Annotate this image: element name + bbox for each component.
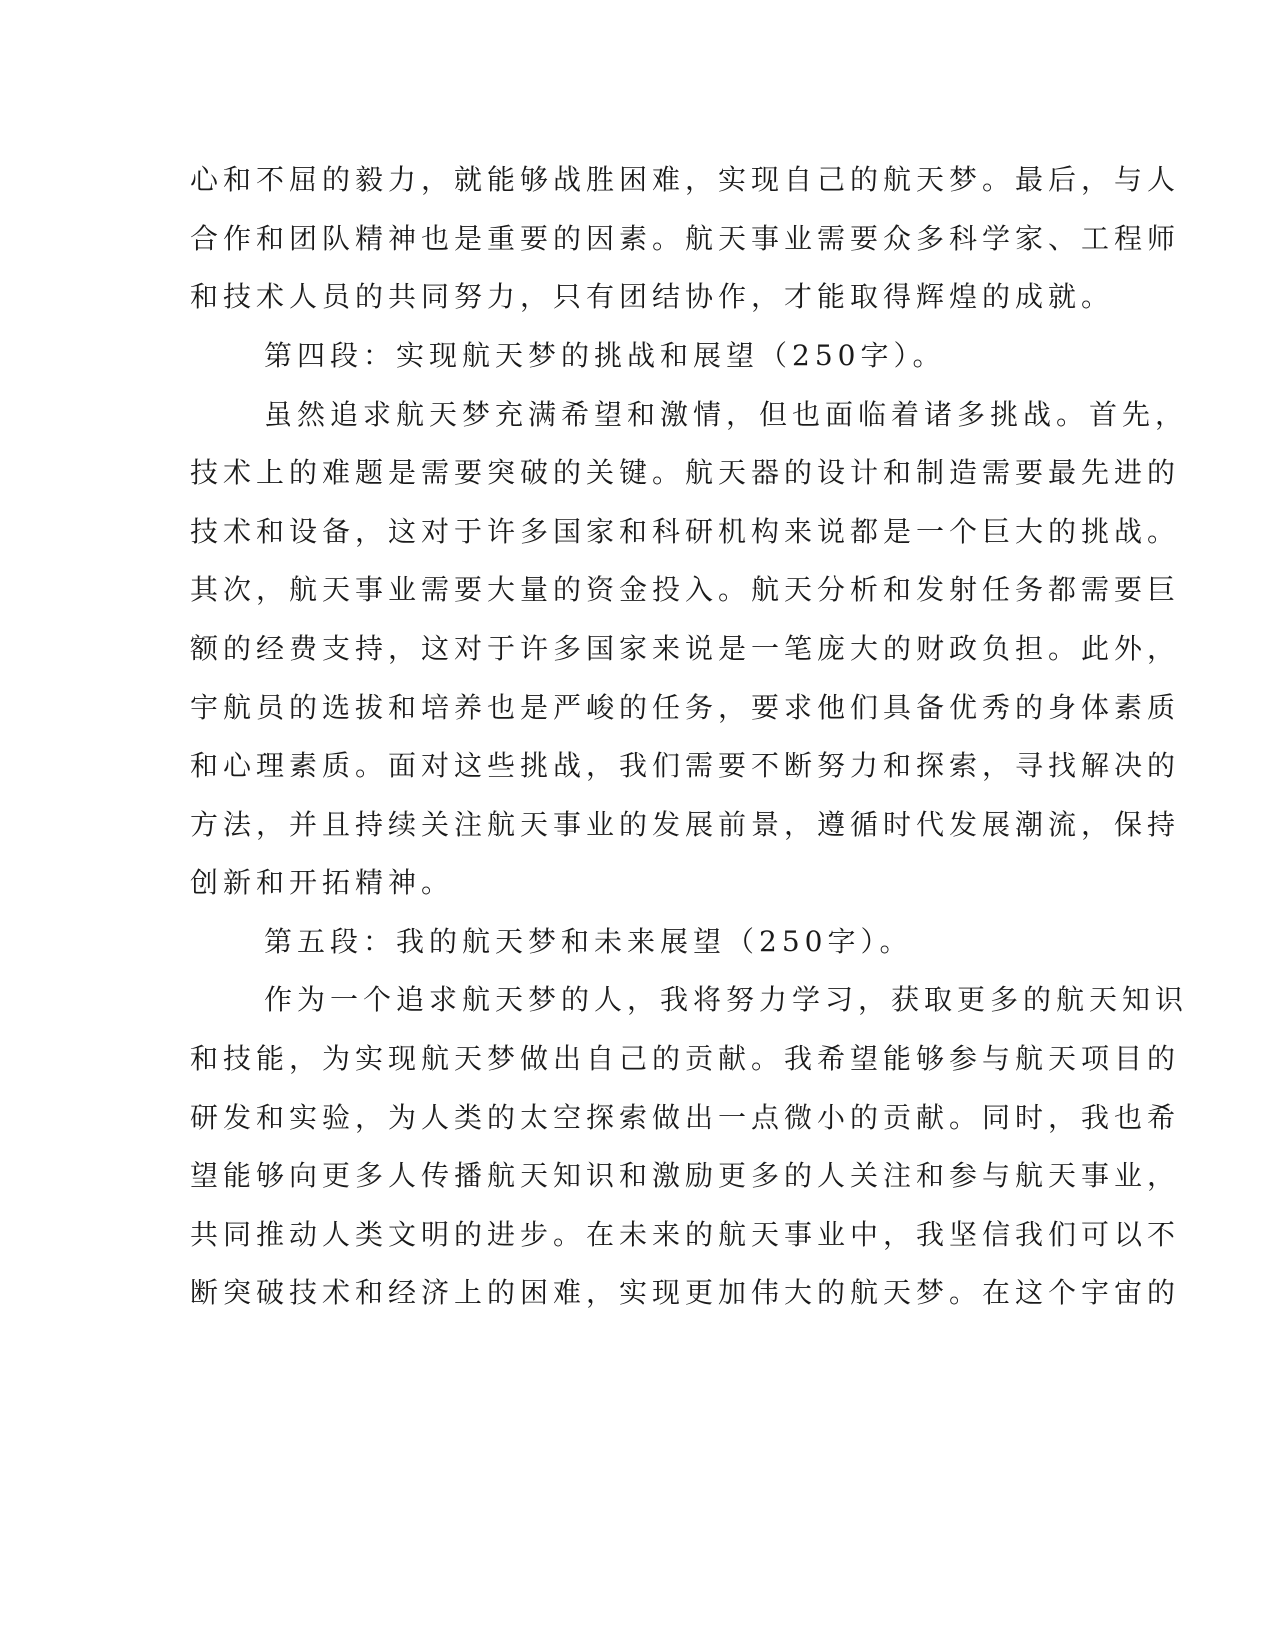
text-line: 心和不屈的毅力，就能够战胜困难，实现自己的航天梦。最后，与人 bbox=[190, 163, 1181, 196]
text-line: 方法，并且持续关注航天事业的发展前景，遵循时代发展潮流，保持 bbox=[190, 808, 1181, 841]
text-line: 额的经费支持，这对于许多国家来说是一笔庞大的财政负担。此外， bbox=[190, 632, 1181, 665]
text-line: 研发和实验，为人类的太空探索做出一点微小的贡献。同时，我也希 bbox=[190, 1101, 1181, 1134]
text-line: 虽然追求航天梦充满希望和激情，但也面临着诸多挑战。首先， bbox=[264, 398, 1189, 431]
text-line: 技术上的难题是需要突破的关键。航天器的设计和制造需要最先进的 bbox=[190, 456, 1181, 489]
text-line: 技术和设备，这对于许多国家和科研机构来说都是一个巨大的挑战。 bbox=[190, 515, 1181, 548]
text-line: 和技能，为实现航天梦做出自己的贡献。我希望能够参与航天项目的 bbox=[190, 1042, 1181, 1075]
text-line: 和心理素质。面对这些挑战，我们需要不断努力和探索，寻找解决的 bbox=[190, 749, 1181, 782]
text-line: 作为一个追求航天梦的人，我将努力学习，获取更多的航天知识 bbox=[264, 983, 1189, 1016]
section-heading-5: 第五段：我的航天梦和未来展望（250字）。 bbox=[264, 925, 913, 958]
text-line: 望能够向更多人传播航天知识和激励更多的人关注和参与航天事业， bbox=[190, 1159, 1181, 1192]
text-line: 和技术人员的共同努力，只有团结协作，才能取得辉煌的成就。 bbox=[190, 280, 1115, 313]
section-heading-4: 第四段：实现航天梦的挑战和展望（250字）。 bbox=[264, 339, 946, 372]
text-line: 合作和团队精神也是重要的因素。航天事业需要众多科学家、工程师 bbox=[190, 222, 1181, 255]
text-line: 其次，航天事业需要大量的资金投入。航天分析和发射任务都需要巨 bbox=[190, 573, 1181, 606]
text-line: 创新和开拓精神。 bbox=[190, 866, 455, 899]
text-line: 宇航员的选拔和培养也是严峻的任务，要求他们具备优秀的身体素质 bbox=[190, 691, 1181, 724]
text-line: 断突破技术和经济上的困难，实现更加伟大的航天梦。在这个宇宙的 bbox=[190, 1276, 1181, 1309]
text-line: 共同推动人类文明的进步。在未来的航天事业中，我坚信我们可以不 bbox=[190, 1218, 1181, 1251]
